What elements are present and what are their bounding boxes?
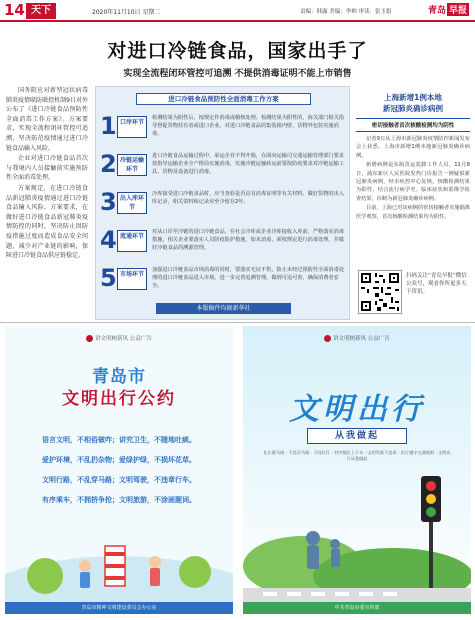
poster-pact-title: 文明出行公约 [62, 389, 176, 409]
left-paragraph: 国务院应对新型冠状病毒肺炎疫情联防联控机制9日对外公布了《进口冷链食品预防性全面消毒工作方案》。方案要求，实现全流程闭环管控可追溯，坚决防范疫情通过进口冷链食品输入风险。 [6, 87, 88, 152]
poster-travel-title: 文明出行 [289, 392, 425, 427]
step-number: 1 [100, 112, 117, 140]
left-article-column [6, 86, 88, 262]
masthead-seal: 早报 [447, 3, 469, 16]
step-number: 2 [100, 150, 117, 178]
step-description: 冷库接受进口冷链食品时，应当查验是否具有消毒证明等有关材料，做好货物的出入库记录，相关资料和记录应至少留存2年。 [152, 191, 344, 205]
masthead-name: 青岛 [427, 6, 446, 16]
poster-travel-subtitle: 从我做起 [307, 428, 407, 444]
pact-line: 有序乘车，不拥挤争抢；文明旅游，不涂画题词。 [42, 496, 196, 504]
right-article-column [356, 86, 470, 222]
step-number: 3 [100, 188, 117, 216]
step-circulation [100, 225, 347, 259]
infographic-source: 本版稿件均据新华社 [156, 303, 291, 314]
pact-lines [19, 430, 219, 510]
step-label: 冷链运输环节 [117, 154, 147, 176]
masthead-logo [428, 3, 469, 16]
left-paragraph: 企业对进口冷链食品首次与我境内人员接触前实施预防性全面消毒处理。 [6, 155, 88, 182]
page-number: 14 [4, 1, 25, 19]
civility-seal-icon [324, 335, 331, 342]
section-label: 天下 [26, 3, 56, 19]
poster-city-title: 青岛市 [92, 367, 146, 387]
right-subhead: 密切接触者首次核酸检测均为阴性 [356, 118, 470, 132]
right-headline-line2: 新冠肺炎确诊病例 [383, 104, 443, 113]
step-cold-chain-transport [100, 149, 347, 183]
poster-issuer: 中共青岛市委宣传部 [243, 602, 471, 614]
civility-pact-poster [5, 326, 233, 614]
right-paragraph: 新增病例是东航货运装卸工作人员，11月8日，浦东新区人民医院发热门诊报告一例疑似新冠肺炎病例，经市疾控中心复核，核酸检测结果为阳性，结合流行病学史、临床症状和影像学检查结果，诊断为新冠肺炎确诊病例。 [356, 162, 470, 202]
disinfection-infographic [95, 86, 350, 320]
step-description: 对从口岸至冷链的进口冷链食品，在社会冷库或企业冷库接收入库前，严格落实消毒措施，相关企业要落实人员防疫防护措施，如未消毒，须按规定进行消毒处理，并做好冷链食品的溯源管理。 [152, 229, 344, 251]
pact-line: 语言文明，不相俗做咋；讲究卫生，不随地吐痰。 [42, 436, 196, 444]
step-label: 口岸环节 [117, 116, 147, 138]
step-description: 检测结果为阴性后，按规定作消毒或稽核处理。检测结果为阳性的，海关部门相关指导督促货物持有者或进口企业，对进口冷链食品的集装箱内壁、货物外包装实施消毒。 [152, 115, 344, 137]
poster-right-background-art [243, 326, 471, 614]
qr-caption: 扫码关注“青岛早报”微信公众号，观看你所更多天下资讯。 [406, 273, 467, 295]
step-market [100, 263, 347, 297]
right-article-body [356, 135, 470, 221]
right-paragraph: 目前，上海已对该病例的密切接触者实施隔离医学观察，首次核酸检测结果均为阴性。 [356, 205, 470, 220]
step-label: 出入库环节 [117, 192, 147, 214]
section-divider [0, 322, 475, 323]
poster-brand [5, 334, 233, 342]
step-description: 加强进口冷链食品市场消毒的同时，要落实无证不售，防止未经过预防性全面消毒处理的进口冷链食品进入市场。进一步完善追溯管理，做到可追可查，确保消费者安全。 [152, 267, 344, 289]
step-label: 流通环节 [117, 230, 147, 252]
civilized-travel-poster [243, 326, 471, 614]
left-paragraph: 方案规定，在进口冷链食品新冠肺炎疫情通过进口冷链食品输入风险，方案要求，在做好进口冷链食品新冠肺炎疫情防控的同时，坚决防止因防疫措施过度而造成食品安全问题，减少对产业链的影响，保障进口冷链食品供应链稳定。 [6, 184, 88, 260]
wechat-qr-code[interactable] [358, 270, 402, 314]
step-warehouse [100, 187, 347, 221]
main-headline: 对进口冷链食品，国家出手了 [107, 40, 368, 62]
editor-credits: 责编：韩露 美编：李帅 审读：张玉娟 [300, 9, 392, 15]
qr-code-icon [359, 271, 401, 313]
page-header [0, 0, 475, 22]
step-label: 市场环节 [117, 268, 147, 290]
poster-issuer: 青岛市精神文明建设委员会办公室 [5, 602, 233, 614]
pact-line: 爱护环境，不乱扔杂物；爱绿护绿，不损坏花草。 [42, 456, 196, 464]
infographic-title: 进口冷链食品预防性全面消毒工作方案 [136, 93, 311, 105]
right-headline: 上海新增1例本地 [384, 93, 442, 102]
right-paragraph: 记者9日从上海市新冠肺炎疫情防控新闻发布会上获悉，上海市新增1例本地新冠肺炎确诊病例。 [356, 136, 470, 159]
main-subhead: 实现全流程闭环管控可追溯 不提供消毒证明不能上市销售 [123, 69, 352, 79]
step-number: 4 [100, 226, 117, 254]
step-port [100, 111, 347, 145]
step-number: 5 [100, 264, 117, 292]
poster-brand [243, 334, 471, 342]
poster-brand-text: 讲文明树新风 公益广告 [95, 336, 152, 342]
poster-small-print: 礼让斑马线 · 不乱穿马路 · 不闯红灯 · 有序排队上下车 · 文明驾驶不违章 · 出行遵守交通规则 · 文明出行从我做起 [263, 450, 451, 461]
poster-brand-text: 讲文明树新风 公益广告 [333, 336, 390, 342]
pact-line: 文明行路，不乱穿马路；文明驾驶，不违章行车。 [42, 476, 196, 484]
step-description: 进口冷链食品运输过程中，承运企业不得开箱，在面向运输司交通运输管理部门要求按指导运输企业全产格局实施消毒，实施冷链运输转运前要按防疫要求对冷链运输工具、货物及设备进行消毒。 [152, 153, 344, 175]
issue-date: 2020年11月10日 星期二 [92, 9, 161, 16]
civility-seal-icon [86, 335, 93, 342]
